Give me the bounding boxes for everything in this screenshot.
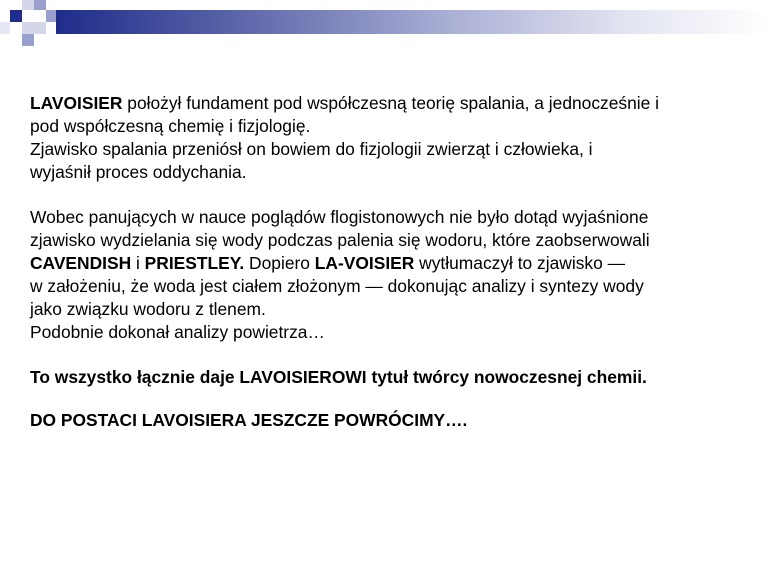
spacer	[30, 184, 742, 206]
text-line: w założeniu, że woda jest ciałem złożonym — dokonując analizy i syntezy wody	[30, 276, 644, 296]
text-line: pod współczesną chemię i fizjologię.	[30, 116, 311, 136]
text-line: wyjaśnił proces oddychania.	[30, 162, 247, 182]
text-line	[30, 92, 742, 115]
paragraph-summary: To wszystko łącznie daje LAVOISIEROWI tytuł twórcy nowoczesnej chemii.	[30, 367, 647, 387]
text-span: położył fundament pod współczesną teorię spalania, a jednocześnie i	[122, 93, 659, 113]
slide-body	[30, 92, 742, 432]
spacer	[30, 389, 742, 409]
text-span: i	[131, 253, 145, 273]
text-line: zjawisko wydzielania się wody podczas palenia się wodoru, które zaobserwowali	[30, 230, 650, 250]
paragraph-intro	[30, 92, 742, 184]
text-span: wytłumaczył to zjawisko —	[414, 253, 625, 273]
spacer	[30, 344, 742, 366]
decor-square-navy	[10, 10, 22, 22]
bold-name: LAVOISIER	[30, 93, 123, 113]
header-decoration	[0, 0, 768, 46]
paragraph-closing: DO POSTACI LAVOISIERA JESZCZE POWRÓCIMY….	[30, 410, 468, 430]
decor-square-light	[34, 22, 46, 34]
decor-square-light	[22, 0, 34, 10]
text-line	[30, 252, 742, 275]
decor-square-light	[0, 22, 10, 34]
text-line: jako związku wodoru z tlenem.	[30, 299, 266, 319]
bold-name: PRIESTLEY.	[144, 253, 245, 273]
text-line: Wobec panujących w nauce poglądów flogistonowych nie było dotąd wyjaśnione	[30, 207, 649, 227]
text-line: Zjawisko spalania przeniósł on bowiem do fizjologii zwierząt i człowieka, i	[30, 139, 593, 159]
text-line: Podobnie dokonał analizy powietrza…	[30, 322, 325, 342]
text-span: Dopiero	[244, 253, 315, 273]
decor-square-lavender	[46, 10, 56, 22]
decor-square-lavender	[34, 0, 46, 10]
bold-name: LA-VOISIER	[314, 253, 415, 273]
decor-square-lavender	[22, 34, 34, 46]
paragraph-water	[30, 206, 742, 344]
bold-name: CAVENDISH	[30, 253, 132, 273]
gradient-band	[56, 10, 768, 34]
decor-square-light	[22, 22, 34, 34]
